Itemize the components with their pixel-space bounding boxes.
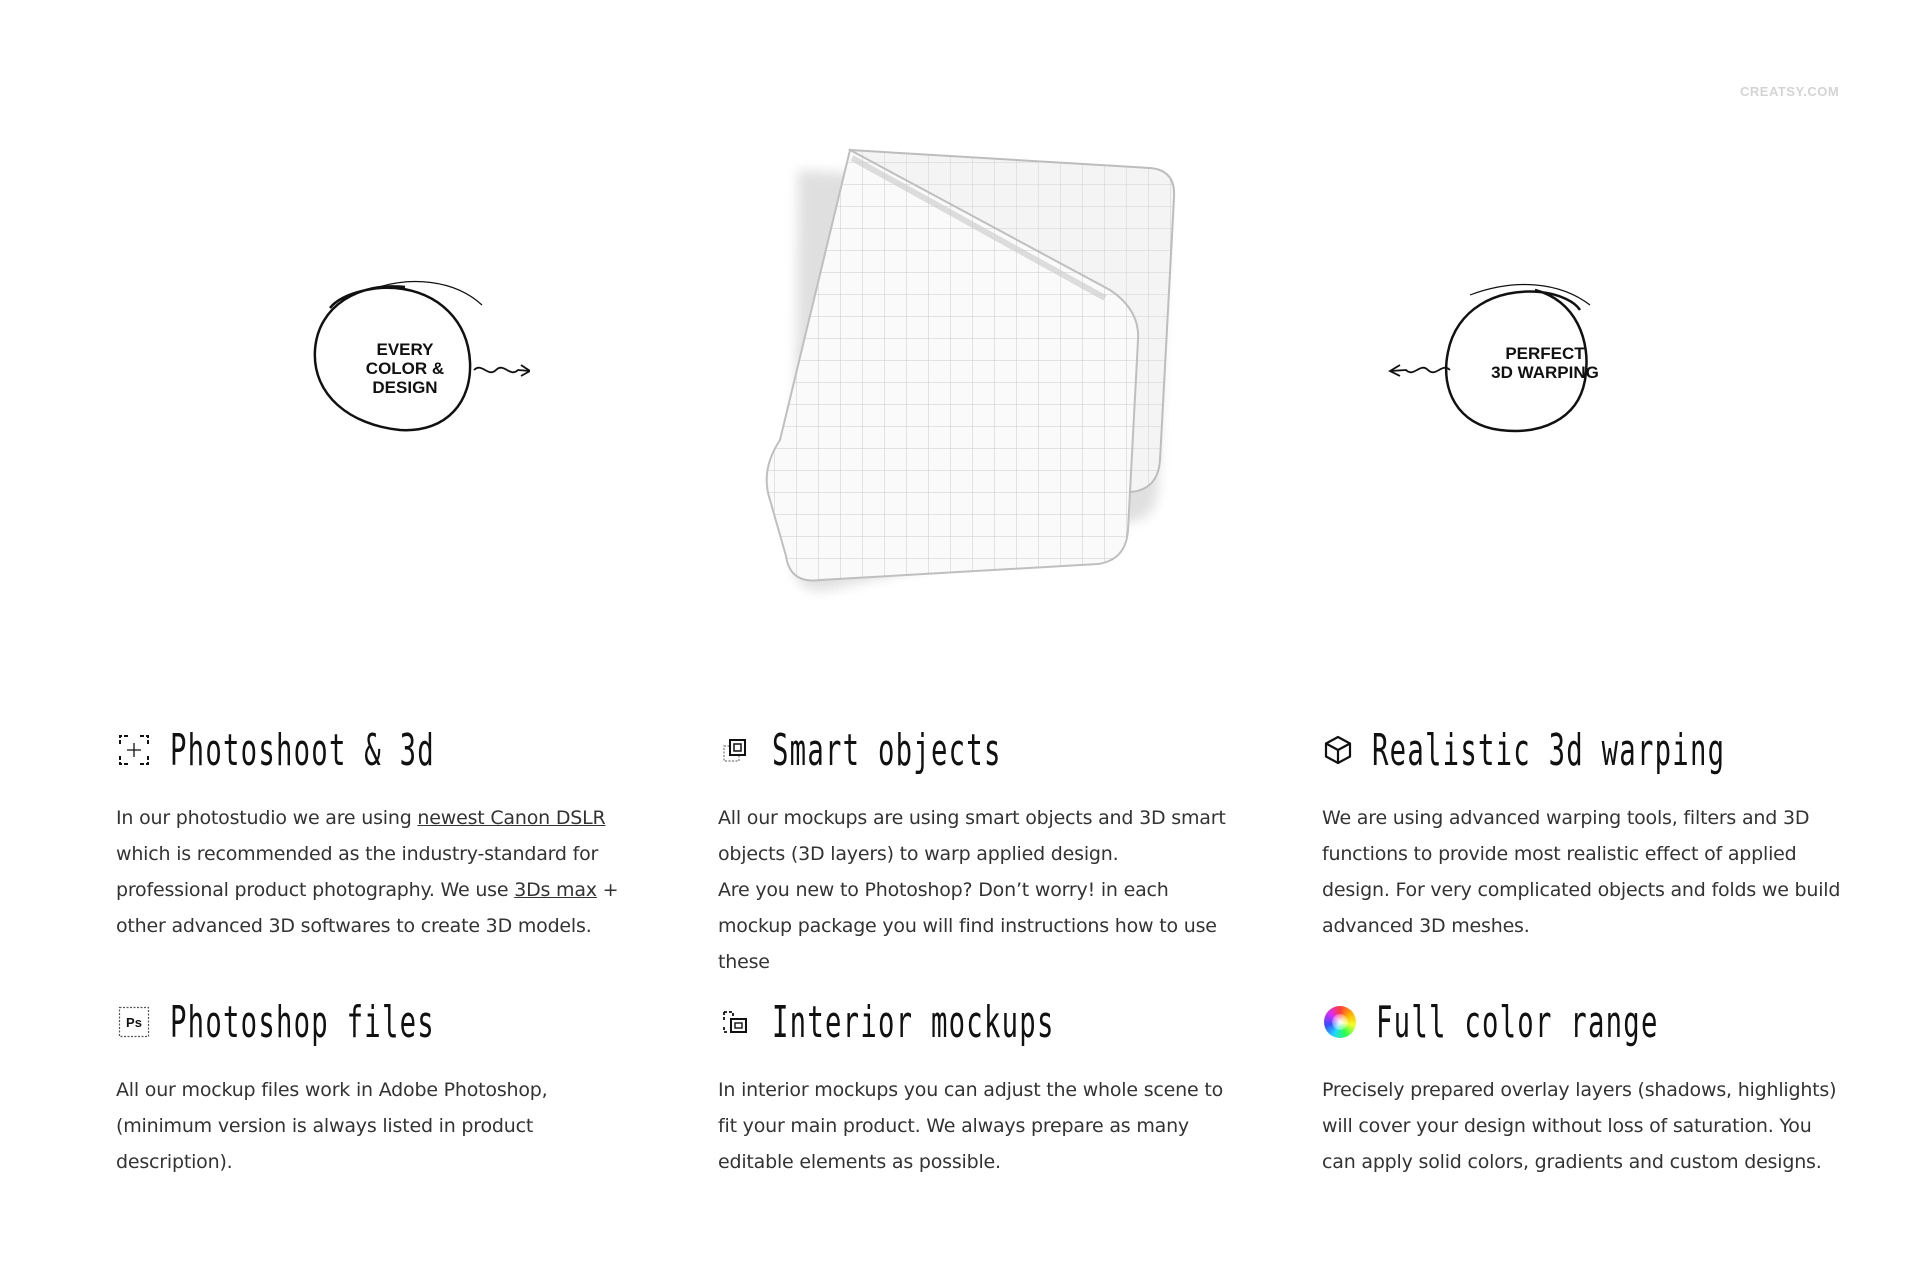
feature-description: Precisely prepared overlay layers (shadows, highlights) will cover your design without loss of saturation. You can apply solid colors, gradients and custom designs. (1322, 1079, 1837, 1173)
3dsmax-link[interactable]: 3Ds max (514, 879, 597, 901)
interior-layers-icon (718, 1004, 754, 1040)
feature-description: In interior mockups you can adjust the whole scene to fit your main product. We always prepare as many editable elements as possible. (718, 1079, 1223, 1173)
photoshop-icon (116, 1004, 152, 1040)
watermark-text: CREATSY.COM (1740, 84, 1840, 99)
feature-full-color (1322, 992, 1842, 1180)
feature-interior-mockups (718, 992, 1238, 1180)
feature-description: In our photostudio we are using newest Canon DSLR which is recommended as the industry-standard for professional product photography. We use 3Ds max + other advanced 3D softwares to create 3D models. (116, 807, 619, 937)
feature-description: All our mockups are using smart objects and 3D smart objects (3D layers) to warp applied design. Are you new to Photoshop? Don’t worry! in each mockup package you will find instructions how to use these (718, 807, 1226, 973)
feature-title: Photoshoot & 3d (170, 724, 435, 776)
svg-text:Ps: Ps (126, 1015, 142, 1030)
feature-smart-objects (718, 720, 1238, 980)
feature-title: Full color range (1376, 996, 1659, 1048)
color-wheel-icon (1322, 1004, 1358, 1040)
feature-title: Realistic 3d warping (1372, 724, 1726, 776)
callout-every-color (300, 270, 530, 450)
callout-left-text: EVERY COLOR & DESIGN (365, 340, 445, 397)
callout-right-text: PERFECT 3D WARPING (1491, 344, 1599, 382)
product-mockup-image (730, 140, 1190, 600)
feature-description: All our mockup files work in Adobe Photoshop, (minimum version is always listed in product description). (116, 1079, 548, 1173)
feature-photoshop-files (116, 992, 636, 1180)
feature-title: Smart objects (772, 724, 1002, 776)
canon-link[interactable]: newest Canon DSLR (417, 807, 606, 829)
feature-title: Photoshop files (170, 996, 435, 1048)
feature-title: Interior mockups (772, 996, 1055, 1048)
feature-photoshoot (116, 720, 636, 944)
crop-frame-icon (116, 732, 152, 768)
feature-3d-warping (1322, 720, 1842, 944)
feature-description: We are using advanced warping tools, filters and 3D functions to provide most realistic effect of applied design. For very complicated objects and folds we build advanced 3D meshes. (1322, 807, 1841, 937)
cube-icon (1322, 732, 1354, 768)
callout-perfect-warping (1370, 270, 1600, 450)
smart-object-icon (718, 732, 754, 768)
